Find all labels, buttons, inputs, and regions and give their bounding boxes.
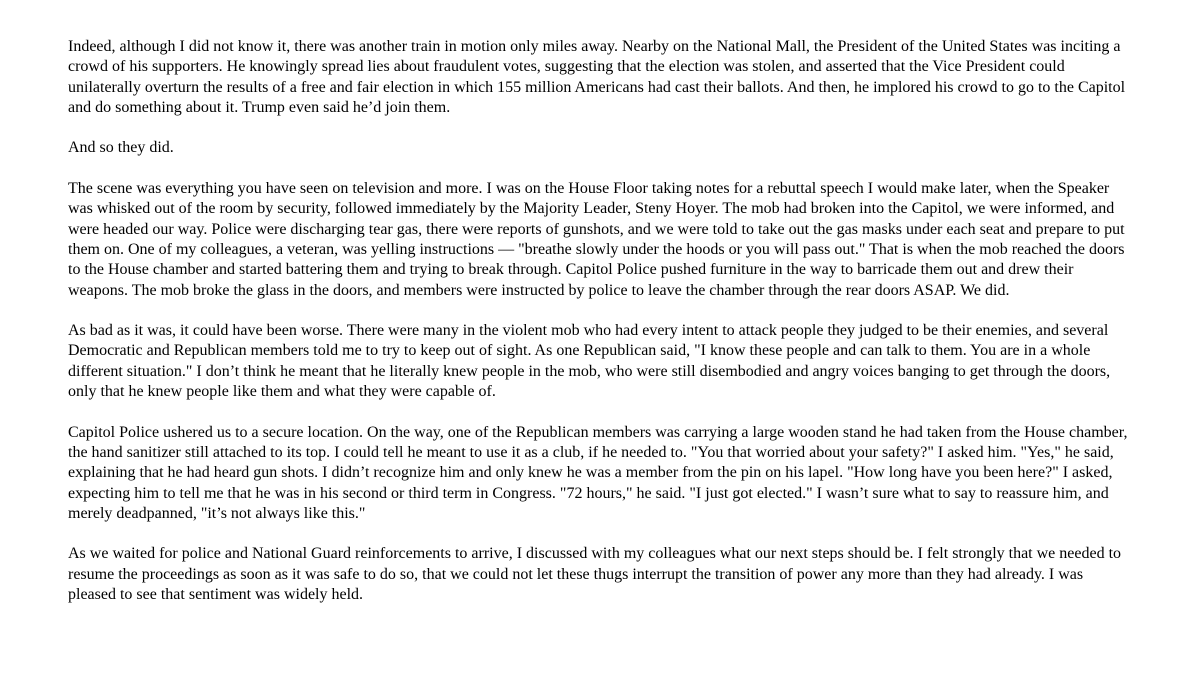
document-page bbox=[68, 37, 1132, 626]
paragraph-resume-proceedings: As we waited for police and National Guard reinforcements to arrive, I discussed with my colleagues what our next steps should be. I felt strongly that we needed to resume the proceedings as soon as it was safe to do so, that we could not let these thugs interrupt the transition of power any more than they had already. I was pleased to see that sentiment was widely held. bbox=[68, 545, 1122, 604]
paragraph-train-in-motion: Indeed, although I did not know it, there was another train in motion only miles away. Nearby on the National Mall, the President of the United States was inciting a crowd of his supporters. He knowingly spread lies about fraudulent votes, suggesting that the election was stolen, and asserted that the Vice President could unilaterally overturn the results of a free and fair election in which 155 million Americans had cast their ballots. And then, he implored his crowd to go to the Capitol and do something about it. Trump even said he’d join them. bbox=[68, 38, 1126, 116]
paragraph-secure-location: Capitol Police ushered us to a secure location. On the way, one of the Republican members was carrying a large wooden stand he had taken from the House chamber, the hand sanitizer still attached to its top. I could tell he meant to use it as a club, if he needed to. "You that worried about your safety?" I asked him. "Yes," he said, explaining that he had heard gun shots. I didn’t recognize him and only knew he was a member from the pin on his lapel. "How long have you been here?" I asked, expecting him to tell me that he was in his second or third term in Congress. "72 hours," he said. "I just got elected." I wasn’t sure what to say to reassure him, and merely deadpanned, "it’s not always like this." bbox=[68, 423, 1128, 522]
paragraph-and-so-they-did: And so they did. bbox=[68, 139, 174, 157]
paragraph-could-have-been-worse: As bad as it was, it could have been worse. There were many in the violent mob who had every intent to attack people they judged to be their enemies, and several Democratic and Republican members told me to try to keep out of sight. As one Republican said, "I know these people and can talk to them. You are in a whole different situation." I don’t think he meant that he literally knew people in the mob, who were still disembodied and angry voices banging to get through the doors, only that he knew people like them and what they were capable of. bbox=[68, 322, 1111, 401]
paragraph-house-floor-scene: The scene was everything you have seen on television and more. I was on the House Floor taking notes for a rebuttal speech I would make later, when the Speaker was whisked out of the room by security, followed immediately by the Majority Leader, Steny Hoyer. The mob had broken into the Capitol, we were informed, and were headed our way. Police were discharging tear gas, there were reports of gunshots, and we were told to take out the gas masks under each seat and prepare to put them on. One of my colleagues, a veteran, was yelling instructions — "breathe slowly under the hoods or you will pass out." That is when the mob reached the doors to the House chamber and started battering them and trying to break through. Capitol Police pushed furniture in the way to barricade them out and drew their weapons. The mob broke the glass in the doors, and members were instructed by police to leave the chamber through the rear doors ASAP. We did. bbox=[68, 180, 1125, 299]
